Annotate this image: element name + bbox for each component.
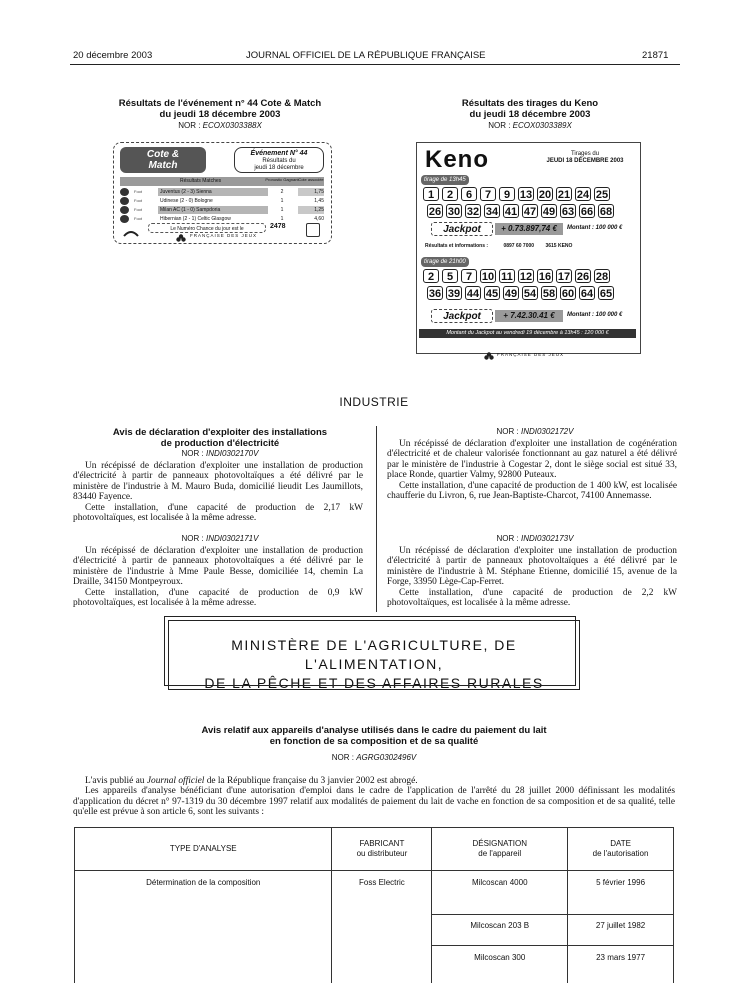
notice-body: Un récépissé de déclaration d'exploiter une installation de cogénération d'électricité et de chaleur valorisée fonctionnant au gaz naturel a été délivré par le ministère de l'industrie à Cogestar 2, dont le siège social est situé 33, place Ronde, quartier Valmy, 92800 Puteaux. Cette installation, d'une capacité de production de 1 400 kW, est localisée chaufferie du Livron, 6, rue Jean-Baptiste-Charcot, 74100 Annemasse. bbox=[387, 439, 677, 502]
match-row: Foot Udinese (2 - 0) Bologne 1 1,45 bbox=[120, 197, 324, 205]
keno-number: 44 bbox=[466, 288, 480, 300]
match-number-badge bbox=[120, 188, 129, 196]
draw1-jackpot bbox=[431, 222, 626, 236]
keno-title bbox=[390, 98, 670, 120]
keno-ticket bbox=[416, 142, 641, 354]
keno-number: 9 bbox=[499, 187, 515, 201]
keno-number: 7 bbox=[480, 187, 496, 201]
nor-line: NOR : INDI0302170V bbox=[181, 449, 259, 458]
keno-title-line2: du jeudi 18 décembre 2003 bbox=[469, 109, 591, 120]
keno-number: 45 bbox=[485, 288, 499, 300]
col-date: DATE de l'autorisation bbox=[568, 828, 674, 871]
avis-p1: L'avis publié au Journal officiel de la République française du 3 janvier 2002 est abrogé. bbox=[85, 776, 418, 786]
keno-number: 11 bbox=[499, 269, 515, 283]
keno-number: 60 bbox=[561, 288, 575, 300]
col-fabricant: FABRICANT ou distributeur bbox=[332, 828, 432, 871]
avis-title: Avis relatif aux appareils d'analyse utilisés dans le cadre du paiement du lait en fonction de sa composition et de sa qualité bbox=[201, 725, 547, 747]
keno-number: 68 bbox=[599, 206, 613, 218]
cote-match-title-line2: du jeudi 18 décembre 2003 bbox=[159, 109, 281, 120]
keno-number: 5 bbox=[442, 269, 458, 283]
keno-number: 10 bbox=[481, 271, 495, 283]
keno-number: 24 bbox=[576, 189, 590, 201]
draw2-row-b bbox=[427, 286, 639, 301]
avis-body bbox=[73, 776, 675, 818]
keno-number: 49 bbox=[542, 206, 556, 218]
terminal-icon bbox=[306, 223, 320, 237]
nor-line: NOR : INDI0302171V bbox=[181, 534, 259, 543]
keno-number: 63 bbox=[561, 206, 575, 218]
keno-title-line1: Résultats des tirages du Keno bbox=[461, 98, 599, 109]
keno-number: 34 bbox=[485, 206, 499, 218]
results-table-header: Résultats Matches Pronostic Gagnant Cote associée bbox=[120, 177, 324, 186]
fdj-brand: FRANÇAISE DES JEUX bbox=[497, 352, 565, 357]
cote-match-ticket bbox=[113, 142, 332, 244]
keno-number: 1 bbox=[423, 187, 439, 201]
nor-line: NOR : INDI0302173V bbox=[496, 534, 574, 543]
keno-number: 17 bbox=[557, 271, 571, 283]
page-number: 21871 bbox=[642, 50, 669, 61]
date-cell: 27 juillet 1982 bbox=[568, 915, 674, 946]
date-cell: 5 février 1996 bbox=[568, 871, 674, 915]
fdj-brand: FRANÇAISE DES JEUX bbox=[190, 233, 258, 238]
jackpot-max: Montant : 100 000 € bbox=[567, 225, 623, 231]
draw1-row-b bbox=[427, 204, 639, 219]
avis-nor: NOR : AGRG0302496V bbox=[331, 753, 417, 762]
draw1-row-a bbox=[423, 187, 635, 202]
match-row: Foot Juventus (2 - 3) Sienna 2 1,75 bbox=[120, 188, 324, 196]
keno-number: 39 bbox=[447, 288, 461, 300]
keno-number: 20 bbox=[538, 189, 552, 201]
keno-number: 66 bbox=[580, 206, 594, 218]
keno-number: 28 bbox=[595, 271, 609, 283]
keno-number: 36 bbox=[428, 288, 442, 300]
keno-number: 25 bbox=[595, 189, 609, 201]
keno-number: 32 bbox=[466, 206, 480, 218]
match-row: Foot Hibernian (2 - 1) Celtic Glasgow 1 4,60 bbox=[120, 215, 324, 223]
keno-number: 47 bbox=[523, 206, 537, 218]
jackpot-label: Jackpot bbox=[431, 309, 493, 323]
designation-cell: Milcoscan 300 bbox=[432, 946, 568, 984]
match-number-badge bbox=[120, 206, 129, 214]
keno-number: 49 bbox=[504, 288, 518, 300]
keno-number: 54 bbox=[523, 288, 537, 300]
type-cell: Détermination de la composition bbox=[75, 871, 332, 984]
designation-cell: Milcoscan 203 B bbox=[432, 915, 568, 946]
keno-number: 41 bbox=[504, 206, 518, 218]
clover-icon bbox=[484, 349, 494, 359]
keno-number: 6 bbox=[461, 187, 477, 201]
match-row: Foot Milan AC (1 - 0) Sampdoria 1 1,25 bbox=[120, 206, 324, 214]
col-designation: DÉSIGNATION de l'appareil bbox=[432, 828, 568, 871]
nor-line: NOR : INDI0302172V bbox=[496, 427, 574, 436]
ministry-box bbox=[168, 620, 580, 690]
keno-number: 13 bbox=[519, 189, 533, 201]
draw2-label: tirage de 21h00 bbox=[421, 257, 469, 267]
fabricant-cell: Foss Electric bbox=[332, 871, 432, 984]
match-number-badge bbox=[120, 215, 129, 223]
keno-number: 16 bbox=[538, 271, 552, 283]
keno-number: 7 bbox=[461, 269, 477, 283]
column-divider bbox=[376, 426, 377, 612]
col-type: TYPE D'ANALYSE bbox=[75, 828, 332, 871]
ministry-line2: DE LA PÊCHE ET DES AFFAIRES RURALES bbox=[204, 675, 544, 691]
keno-number: 65 bbox=[599, 288, 613, 300]
keno-number: 21 bbox=[557, 189, 571, 201]
keno-number: 12 bbox=[519, 271, 533, 283]
section-heading: INDUSTRIE bbox=[339, 395, 409, 409]
chance-number: 2478 bbox=[270, 223, 286, 230]
notice-body: Un récépissé de déclaration d'exploiter une installation de production d'électricité à partir de panneaux photovoltaïques a été délivré par le ministère de l'industrie à M. Stéphane Etienne, domicilié 15, avenue de la Forge, 33950 Lège-Cap-Ferret. Cette installation, d'une capacité de production de 2,2 kW photovoltaïques, est localisée à la même adresse. bbox=[387, 546, 677, 609]
keno-number: 58 bbox=[542, 288, 556, 300]
header-date: 20 décembre 2003 bbox=[73, 50, 153, 61]
table-row bbox=[75, 871, 674, 915]
industrie-title: Avis de déclaration d'exploiter des installations de production d'électricité bbox=[112, 427, 328, 449]
jackpot-value: + 0.73.897,74 € bbox=[495, 223, 563, 235]
notice-body: Un récépissé de déclaration d'exploiter une installation de production d'électricité à partir de panneaux photovoltaïques a été délivré par le ministère de l'industrie à M. Mauro Buda, domicilié lieudit Les Jaumillots, 83440 Fayence. Cette installation, d'une capacité de production de 2,17 kW photovoltaïques, est localisée à la même adresse. bbox=[73, 461, 363, 524]
event-badge: Événement N° 44 Résultats du jeudi 18 décembre bbox=[234, 147, 324, 173]
keno-nor: NOR : ECOX0303389X bbox=[488, 121, 572, 130]
jackpot-label: Jackpot bbox=[431, 222, 493, 236]
clover-icon bbox=[176, 231, 186, 241]
keno-number: 26 bbox=[576, 271, 590, 283]
jackpot-footer: Montant du Jackpot au vendredi 19 décembre à 13h45 : 120 000 € bbox=[419, 329, 636, 338]
keno-number: 2 bbox=[442, 187, 458, 201]
cote-match-title bbox=[80, 98, 360, 120]
table-header-row bbox=[75, 828, 674, 871]
devices-table bbox=[74, 827, 674, 983]
keno-logo: Keno bbox=[425, 146, 489, 173]
phone-icon bbox=[122, 225, 140, 235]
date-cell: 23 mars 1977 bbox=[568, 946, 674, 984]
avis-p2: Les appareils d'analyse bénéficiant d'une autorisation d'emploi dans le cadre de l'application de l'arrêté du 28 juillet 2000 définissant les modalités d'application du décret n° 97-1319 du 30 décembre 1997 relatif aux modalités de paiement du lait de vache en fonction de sa composition et de sa qualité, telle qu'elle est prévue à son article 6, sont les suivants : bbox=[73, 786, 675, 818]
keno-number: 64 bbox=[580, 288, 594, 300]
cote-match-title-line1: Résultats de l'événement n° 44 Cote & Match bbox=[118, 98, 322, 109]
match-number-badge bbox=[120, 197, 129, 205]
keno-info-line: Résultats et informations : 0897 60 7000 3615 KENO bbox=[425, 243, 573, 249]
notice-body: Un récépissé de déclaration d'exploiter une installation de production d'électricité à partir de panneaux photovoltaïques a été délivré par le ministère de l'industrie à Mme Paule Besse, domiciliée 14, chemin La Draille, 34150 Montpeyroux. Cette installation, d'une capacité de production de 0,9 kW photovoltaïques, est localisée à la même adresse. bbox=[73, 546, 363, 609]
keno-number: 2 bbox=[423, 269, 439, 283]
cote-match-nor: NOR : ECOX0303388X bbox=[178, 121, 262, 130]
jackpot-max: Montant : 100 000 € bbox=[567, 312, 623, 318]
cote-match-logo: Cote & Match bbox=[120, 147, 206, 173]
keno-number: 26 bbox=[428, 206, 442, 218]
keno-draw-date: Tirages du JEUDI 18 DÉCEMBRE 2003 bbox=[546, 151, 624, 164]
header-rule bbox=[70, 64, 680, 65]
journal-title: JOURNAL OFFICIEL DE LA RÉPUBLIQUE FRANÇAISE bbox=[246, 50, 486, 61]
chance-note: Le Numéro Chance du jour est le bbox=[148, 223, 266, 233]
ministry-line1: MINISTÈRE DE L'AGRICULTURE, DE L'ALIMENTATION, bbox=[231, 637, 517, 672]
keno-number: 30 bbox=[447, 206, 461, 218]
draw1-label: tirage de 13h45 bbox=[421, 175, 469, 185]
designation-cell: Milcoscan 4000 bbox=[432, 871, 568, 915]
draw2-jackpot bbox=[431, 309, 626, 323]
draw2-row-a bbox=[423, 269, 635, 284]
jackpot-value: + 7.42.30.41 € bbox=[495, 310, 563, 322]
